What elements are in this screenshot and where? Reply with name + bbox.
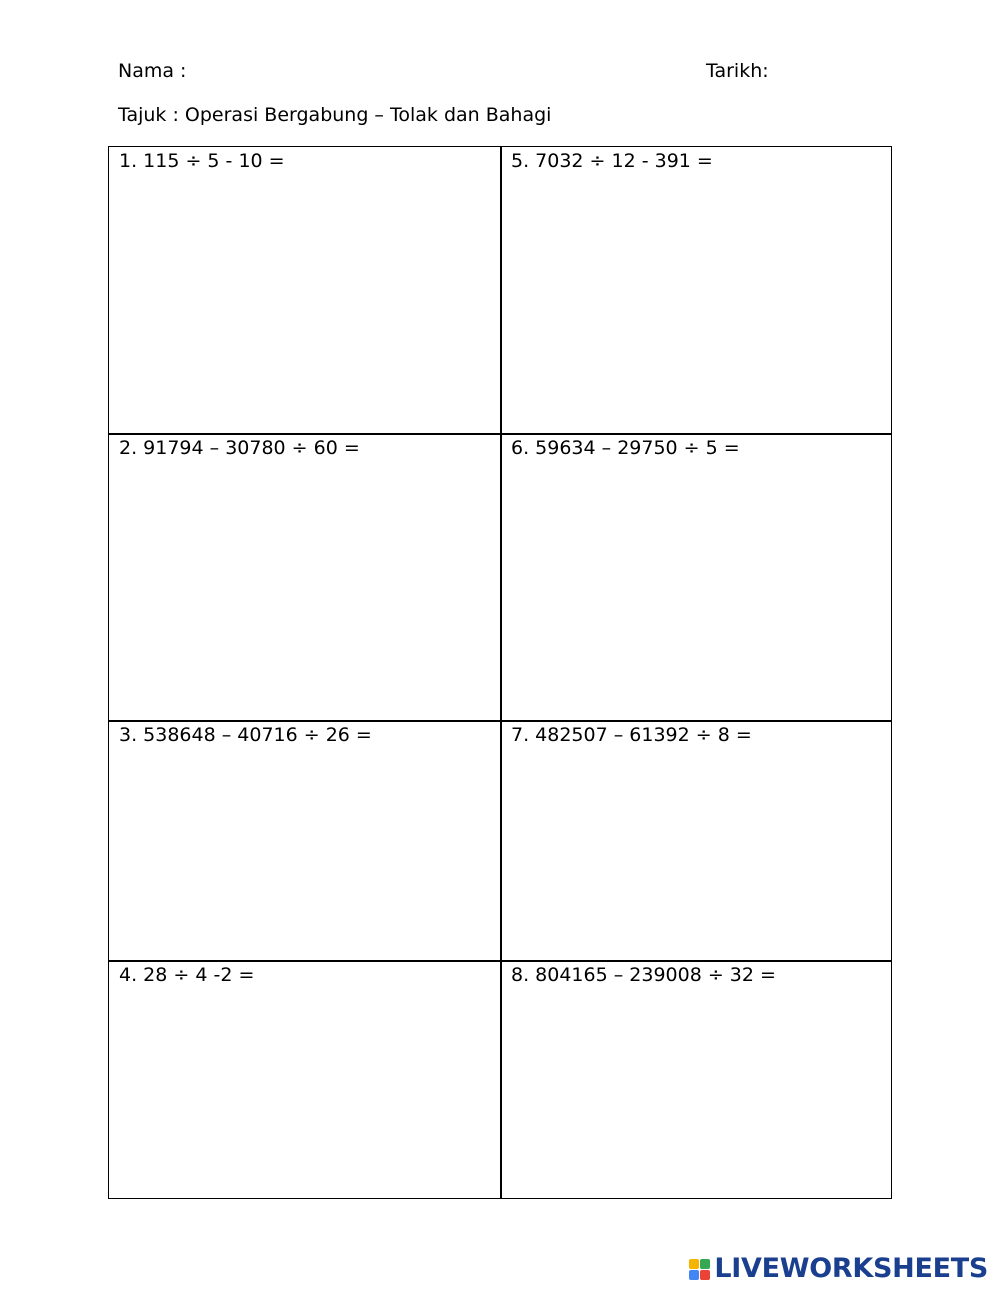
answer-box-5[interactable] — [501, 147, 891, 433]
date-label: Tarikh: — [706, 60, 769, 82]
question-3: 3. 538648 – 40716 ÷ 26 = — [119, 724, 372, 746]
answer-box-3[interactable] — [109, 721, 500, 960]
name-label: Nama : — [118, 60, 187, 82]
question-5: 5. 7032 ÷ 12 - 391 = — [511, 150, 713, 172]
logo-square-yellow — [689, 1259, 699, 1269]
answer-box-7[interactable] — [501, 721, 891, 960]
answer-box-8[interactable] — [501, 961, 891, 1198]
answer-box-1[interactable] — [109, 147, 500, 433]
logo-square-blue — [689, 1270, 699, 1280]
liveworksheets-mark-icon — [689, 1259, 710, 1280]
logo-square-red — [700, 1270, 710, 1280]
question-2: 2. 91794 – 30780 ÷ 60 = — [119, 437, 360, 459]
question-8: 8. 804165 – 239008 ÷ 32 = — [511, 964, 776, 986]
answer-box-4[interactable] — [109, 961, 500, 1198]
logo-text: LIVEWORKSHEETS — [714, 1253, 988, 1284]
question-6: 6. 59634 – 29750 ÷ 5 = — [511, 437, 740, 459]
liveworksheets-logo — [689, 1254, 988, 1284]
question-4: 4. 28 ÷ 4 -2 = — [119, 964, 255, 986]
answer-box-6[interactable] — [501, 434, 891, 720]
question-7: 7. 482507 – 61392 ÷ 8 = — [511, 724, 752, 746]
topic-title: Tajuk : Operasi Bergabung – Tolak dan Bahagi — [118, 104, 552, 126]
logo-square-green — [700, 1259, 710, 1269]
question-grid — [108, 146, 892, 1199]
question-1: 1. 115 ÷ 5 - 10 = — [119, 150, 285, 172]
answer-box-2[interactable] — [109, 434, 500, 720]
